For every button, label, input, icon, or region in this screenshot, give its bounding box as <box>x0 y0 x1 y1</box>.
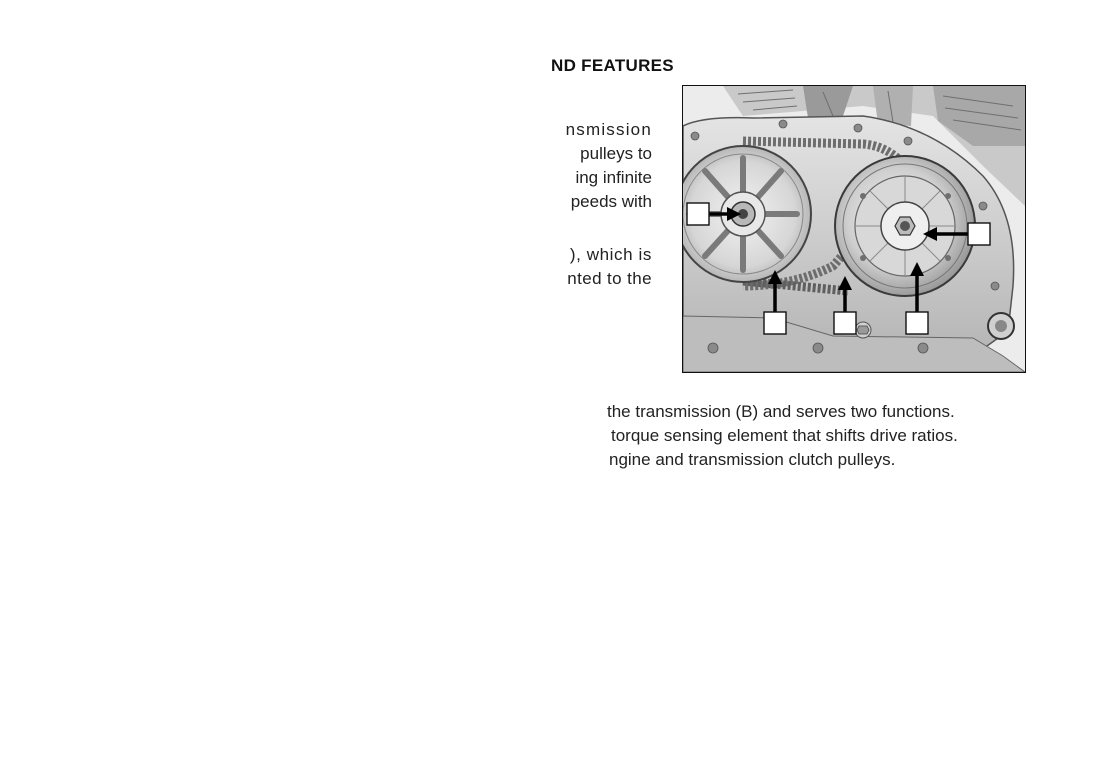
paragraph-line: ), which is <box>569 245 652 264</box>
paragraph-line: pulleys to <box>580 144 652 163</box>
engine-illustration <box>683 86 1025 372</box>
callout-box <box>834 312 856 334</box>
body-text-line: the transmission (B) and serves two functions. <box>607 402 955 421</box>
callout-box <box>764 312 786 334</box>
paragraph-line: nted to the <box>567 269 652 288</box>
callout-box <box>906 312 928 334</box>
paragraph-line: nsmission <box>565 120 652 139</box>
body-text-line: ngine and transmission clutch pulleys. <box>609 450 896 469</box>
paragraph-line: ing infinite <box>575 168 652 187</box>
cvt-engine-figure <box>682 85 1026 373</box>
paragraph-line: peeds with <box>570 192 652 211</box>
section-heading: ND FEATURES <box>551 56 674 75</box>
callout-box <box>687 203 709 225</box>
callout-box <box>968 223 990 245</box>
body-text-line: torque sensing element that shifts drive ratios. <box>611 426 958 445</box>
